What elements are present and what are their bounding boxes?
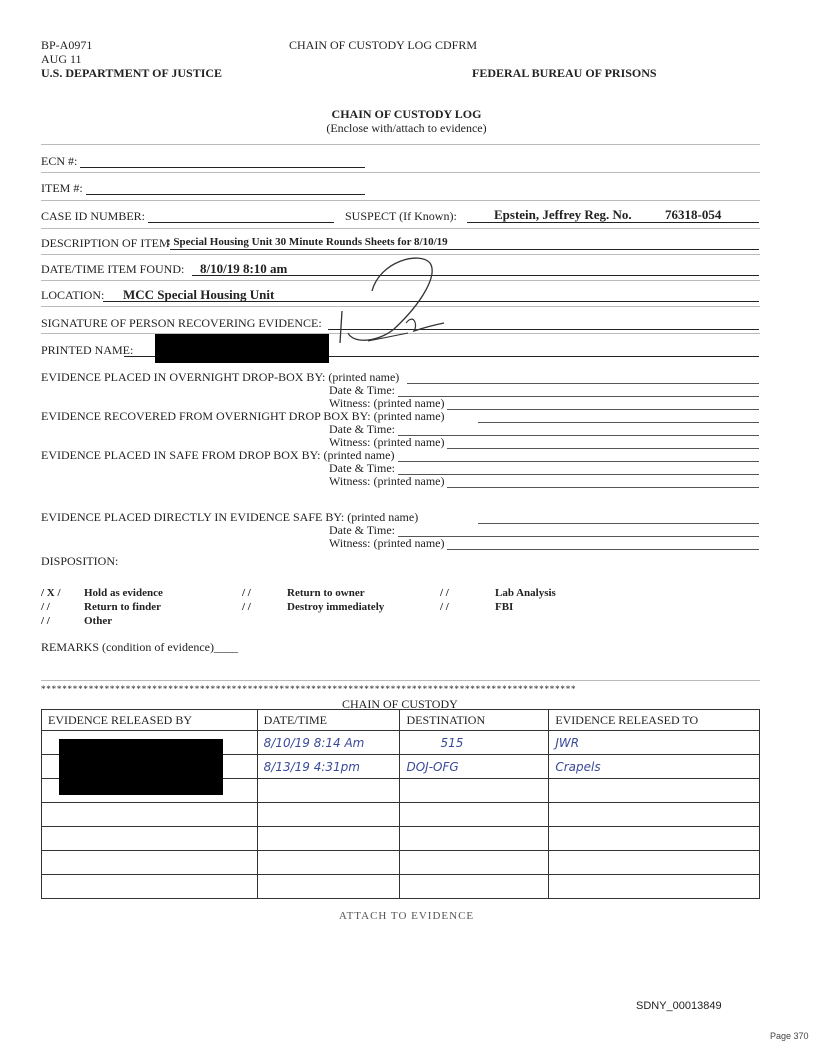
remarks-label: REMARKS (condition of evidence)____ [41, 640, 238, 654]
date-time-label: Date & Time: [329, 523, 396, 537]
table-row [42, 875, 760, 899]
placed-directly-witness-field[interactable] [447, 549, 759, 550]
table-row [42, 851, 760, 875]
redaction-box [59, 739, 223, 795]
released-to-cell[interactable]: Crapels [549, 755, 760, 779]
datetime-cell[interactable] [257, 851, 400, 875]
released-to-cell[interactable] [549, 851, 760, 875]
location-value: MCC Special Housing Unit [123, 287, 275, 302]
witness-label: Witness: (printed name) [329, 474, 445, 488]
disposition-mark[interactable]: / / [41, 601, 50, 613]
description-label: DESCRIPTION OF ITEM [41, 236, 170, 250]
recovered-dropbox-witness-field[interactable] [447, 448, 759, 449]
ecn-field[interactable] [80, 167, 365, 168]
destination-cell[interactable] [400, 827, 549, 851]
datetime-cell[interactable]: 8/13/19 4:31pm [257, 755, 400, 779]
witness-label: Witness: (printed name) [329, 396, 445, 410]
released-to-cell[interactable] [549, 875, 760, 899]
disposition-mark[interactable]: / / [41, 615, 50, 627]
datetime-cell[interactable]: 8/10/19 8:14 Am [257, 731, 400, 755]
description-value: : Special Housing Unit 30 Minute Rounds Sheets for 8/10/19 [167, 236, 448, 248]
page-title: CHAIN OF CUSTODY LOG [331, 107, 482, 121]
department: U.S. DEPARTMENT OF JUSTICE [41, 66, 223, 80]
suspect-value: Epstein, Jeffrey Reg. No. [494, 207, 632, 222]
recovered-dropbox-field[interactable] [478, 422, 759, 423]
disposition-mark[interactable]: / / [242, 587, 251, 599]
released-by-cell[interactable] [42, 851, 258, 875]
item-field[interactable] [86, 194, 365, 195]
recovered-dropbox-date-field[interactable] [398, 435, 759, 436]
disposition-option: Return to finder [84, 601, 161, 613]
signature-label: SIGNATURE OF PERSON RECOVERING EVIDENCE: [41, 316, 322, 330]
witness-label: Witness: (printed name) [329, 435, 445, 449]
released-by-cell[interactable] [42, 875, 258, 899]
column-header: EVIDENCE RELEASED TO [549, 710, 760, 731]
destination-cell[interactable]: 515 [400, 731, 549, 755]
disposition-mark[interactable]: / X / [41, 587, 61, 599]
placed-directly-date-field[interactable] [398, 536, 759, 537]
destination-cell[interactable] [400, 851, 549, 875]
item-label: ITEM #: [41, 181, 83, 195]
case-id-label: CASE ID NUMBER: [41, 209, 146, 223]
bureau: FEDERAL BUREAU OF PRISONS [472, 66, 657, 80]
disposition-option: Hold as evidence [84, 587, 163, 599]
column-header: DATE/TIME [257, 710, 400, 731]
asterisk-divider: ***************************************************************************************************** [41, 684, 577, 694]
destination-cell[interactable] [400, 803, 549, 827]
column-header: DESTINATION [400, 710, 549, 731]
date-time-label: Date & Time: [329, 422, 396, 436]
disposition-option: Destroy immediately [287, 601, 385, 613]
disposition-option: FBI [495, 601, 514, 613]
disposition-mark[interactable]: / / [242, 601, 251, 613]
chain-table [41, 709, 760, 899]
redaction-box [155, 334, 329, 363]
released-to-cell[interactable] [549, 827, 760, 851]
column-header: EVIDENCE RELEASED BY [42, 710, 258, 731]
destination-cell[interactable] [400, 779, 549, 803]
datetime-cell[interactable] [257, 875, 400, 899]
reg-no-value: 76318-054 [665, 207, 722, 222]
destination-cell[interactable] [400, 875, 549, 899]
placed-directly-label: EVIDENCE PLACED DIRECTLY IN EVIDENCE SAFE BY: (printed name) [41, 510, 419, 524]
form-date: AUG 11 [41, 52, 82, 66]
placed-dropbox-field[interactable] [407, 383, 759, 384]
destination-cell[interactable]: DOJ-OFG [400, 755, 549, 779]
placed-dropbox-date-field[interactable] [398, 396, 759, 397]
released-to-cell[interactable]: JWR [549, 731, 760, 755]
disposition-mark[interactable]: / / [440, 601, 449, 613]
date-time-label: Date & Time: [329, 383, 396, 397]
released-by-cell[interactable] [42, 827, 258, 851]
released-to-cell[interactable] [549, 779, 760, 803]
placed-directly-field[interactable] [478, 523, 759, 524]
ecn-label: ECN #: [41, 154, 78, 168]
form-number: BP-A0971 [41, 38, 93, 52]
datetime-cell[interactable] [257, 803, 400, 827]
chain-title: CHAIN OF CUSTODY [342, 697, 458, 711]
placed-safe-field[interactable] [398, 461, 759, 462]
datetime-found-value: 8/10/19 8:10 am [200, 261, 288, 276]
disposition-mark[interactable]: / / [440, 587, 449, 599]
table-row [42, 827, 760, 851]
table-row [42, 803, 760, 827]
date-time-label: Date & Time: [329, 461, 396, 475]
page-number: Page 370 [770, 1031, 809, 1041]
datetime-cell[interactable] [257, 779, 400, 803]
placed-dropbox-label: EVIDENCE PLACED IN OVERNIGHT DROP-BOX BY: (printed name) [41, 370, 400, 384]
location-label: LOCATION: [41, 288, 105, 302]
suspect-label: SUSPECT (If Known): [345, 209, 457, 223]
form-title: CHAIN OF CUSTODY LOG CDFRM [289, 38, 478, 52]
disposition-option: Lab Analysis [495, 587, 556, 599]
placed-safe-label: EVIDENCE PLACED IN SAFE FROM DROP BOX BY: (printed name) [41, 448, 395, 462]
table-header-row [42, 710, 760, 731]
placed-safe-witness-field[interactable] [447, 487, 759, 488]
recovered-dropbox-label: EVIDENCE RECOVERED FROM OVERNIGHT DROP BOX BY: (printed name) [41, 409, 445, 423]
disposition-option: Return to owner [287, 587, 365, 599]
case-id-field[interactable] [148, 222, 334, 223]
placed-safe-date-field[interactable] [398, 474, 759, 475]
page-subtitle: (Enclose with/attach to evidence) [326, 121, 487, 135]
released-to-cell[interactable] [549, 803, 760, 827]
disposition-label: DISPOSITION: [41, 554, 119, 568]
placed-dropbox-witness-field[interactable] [447, 409, 759, 410]
released-by-cell[interactable] [42, 803, 258, 827]
disposition-option: Other [84, 615, 113, 627]
attach-note: ATTACH TO EVIDENCE [338, 910, 475, 922]
printed-name-label: PRINTED NAME: [41, 343, 134, 357]
datetime-cell[interactable] [257, 827, 400, 851]
bates-number: SDNY_00013849 [636, 1000, 722, 1012]
witness-label: Witness: (printed name) [329, 536, 445, 550]
signature-image [310, 243, 490, 348]
datetime-found-label: DATE/TIME ITEM FOUND: [41, 262, 185, 276]
